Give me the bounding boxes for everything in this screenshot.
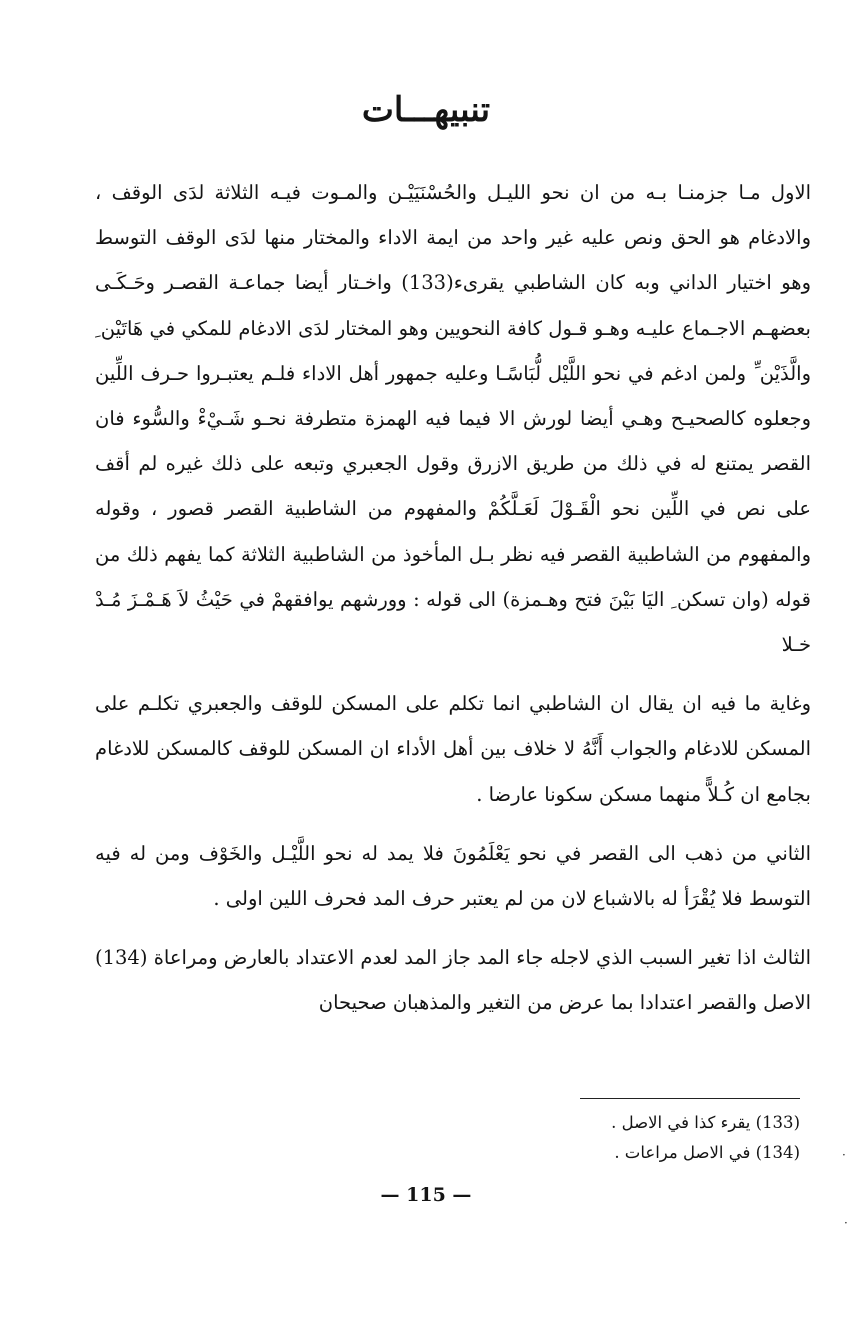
scan-speck: · xyxy=(842,1148,846,1162)
footnote-133: (133) يقرء كذا في الاصل . xyxy=(611,1113,800,1132)
paragraph-first: الاول مـا جزمنـا بـه من ان نحو الليـل والحُسْنَيَيْـن والمـوت فيـه الثلاثة لدَى الوقف ، والادغام هو الحق ونص عليه غير واحد من ايمة الاداء والمختار منها لدَى الوقف التوسط وهو اختيار الداني وبه كان الشاطبي يقرىء(133) واخـتار أيضا جماعـة القصـر وحَـكَـى بعضهـم الاجـماع عليـه وهـو قـول كافة النحويين وهو المختار لدَى الادغام للمكي في هَاتَيْن ِ والَّذَيْن ِّ ولمن ادغم في نحو اللَّيْل لُّبَاسًـا وعليه جمهور أهل الاداء فلـم يعتبـروا حـرف اللِّين وجعلوه كالصحيـح وهـي أيضا لورش الا فيما فيه الهمزة متطرفة نحـو شَـيْءْ والسُّوء فان القصر يمتنع له في ذلك من طريق الازرق وقول الجعبري وتبعه على ذلك غيره لم أقف على نص في اللِّين نحو الْقَـوْلَ لَعَـلَّكُمْ والمفهوم من الشاطبية القصر قصور ، وقوله والمفهوم من الشاطبية القصر فيه نظر بـل المأخوذ من الشاطبية الثلاثة كما يفهم ذلك من قوله (وان تسكن ِ اليَا بَيْنَ فتح وهـمزة) الى قوله : وورشهم يوافقهمْ في حَيْثُ لاَ هَـمْـزَ مُـدْ خـلا xyxy=(95,181,811,657)
paragraph-second: وغاية ما فيه ان يقال ان الشاطبي انما تكلم على المسكن للوقف والجعبري تكلـم على المسكن للادغام والجواب أَنَّهُ لا خلاف بين أهل الأداء ان المسكن للوقف كالمسكن للادغام بجامع ان كُـلاًّ منهما مسكن سكونا عارضا . xyxy=(95,692,811,806)
scan-speck: · xyxy=(844,1216,848,1230)
footnote-134: (134) في الاصل مراعات . xyxy=(614,1143,800,1162)
footnote-divider xyxy=(580,1098,800,1099)
paragraph-third: الثاني من ذهب الى القصر في نحو يَعْلَمُونَ فلا يمد له نحو اللَّيْـل والخَوْف ومن له فيه التوسط فلا يُقْرَأ له بالاشباع لان من لم يعتبر حرف المد فحرف اللين اولى . xyxy=(95,841,811,911)
page-number: — 115 — xyxy=(380,1184,472,1206)
body-text xyxy=(95,170,811,1026)
paragraph-fourth: الثالث اذا تغير السبب الذي لاجله جاء المد جاز المد لعدم الاعتداد بالعارض ومراعاة (134) الاصل والقصر اعتدادا بما عرض من التغير والمذهبان صحيحان xyxy=(95,946,811,1015)
section-title: تنبيهـــات xyxy=(361,90,491,130)
footnotes xyxy=(300,1108,800,1168)
